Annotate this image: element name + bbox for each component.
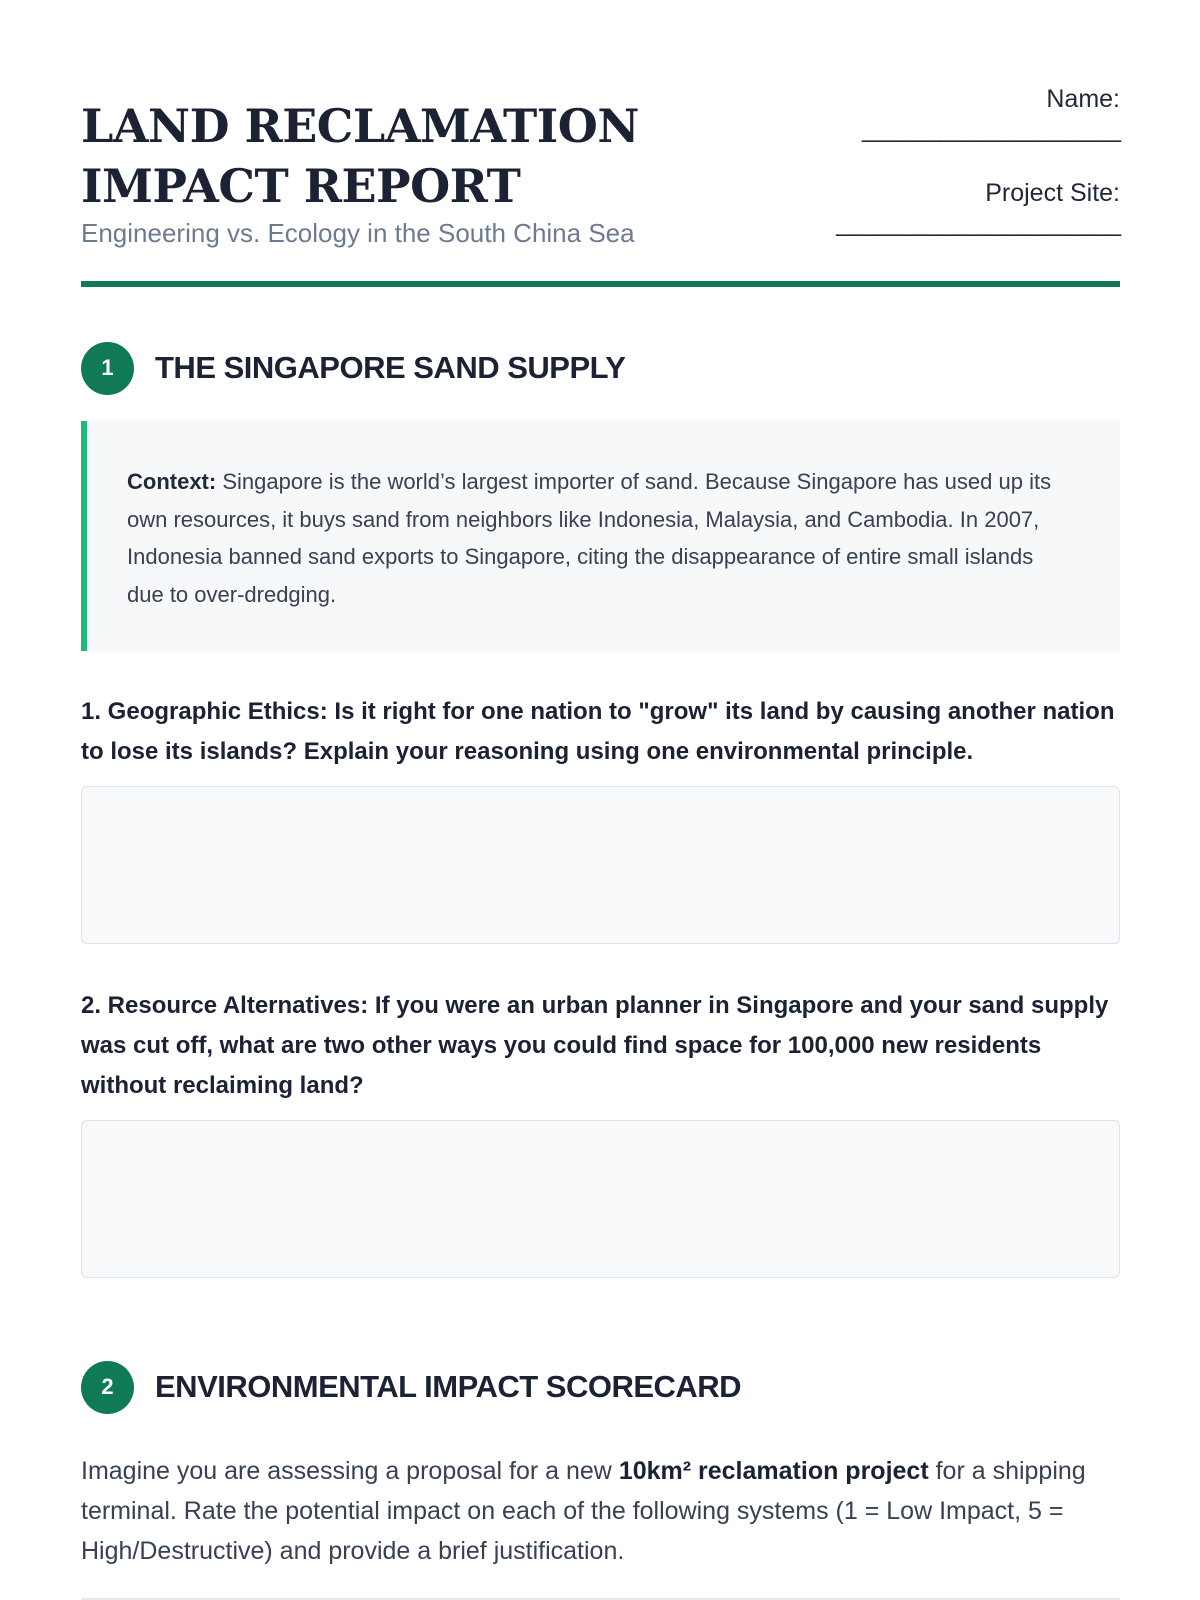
name-label: Name: xyxy=(1046,85,1120,113)
section-2-number-badge: 2 xyxy=(81,1361,134,1414)
section-2-heading xyxy=(81,1360,741,1414)
section-1-heading xyxy=(81,341,625,395)
name-blank[interactable]: ____________________ xyxy=(861,115,1120,143)
report-header xyxy=(81,0,1120,288)
intro-text-end: for a shipping terminal. Rate the potential impact on each of the following systems (1 = Low Impact, 5 = High/Destructive) and provide a brief justification. xyxy=(81,1457,1086,1565)
section-2-title: ENVIRONMENTAL IMPACT SCORECARD xyxy=(155,1369,742,1404)
answer-box-1[interactable] xyxy=(81,786,1120,944)
context-label: Context: xyxy=(127,469,217,494)
intro-text-bold: 10km² reclamation project xyxy=(618,1457,929,1485)
project-site-blank[interactable]: ______________________ xyxy=(836,209,1120,237)
context-callout xyxy=(81,421,1120,651)
intro-text-start: Imagine you are assessing a proposal for a new xyxy=(81,1457,619,1485)
worksheet-page xyxy=(81,0,1120,1565)
title-line-2: IMPACT REPORT xyxy=(81,159,521,213)
section-1-title: THE SINGAPORE SAND SUPPLY xyxy=(155,350,626,385)
question-2: 2. Resource Alternatives: If you were an urban planner in Singapore and your sand supply was cut off, what are two other ways you could find space for 100,000 new residents without reclaiming land? xyxy=(81,992,1109,1099)
answer-box-2[interactable] xyxy=(81,1120,1120,1278)
context-text: Singapore is the world’s largest importer of sand. Because Singapore has used up its own resources, it buys sand from neighbors like Indonesia, Malaysia, and Cambodia. In 2007, Indonesia banned sand exports to Singapore, citing the disappearance of entire small islands due to over-dredging. xyxy=(127,469,1052,607)
report-title xyxy=(81,96,641,216)
student-info xyxy=(836,84,1120,238)
question-1: 1. Geographic Ethics: Is it right for one nation to "grow" its land by causing another nation to lose its islands? Explain your reasoning using one environmental principle. xyxy=(81,698,1115,765)
title-line-1: LAND RECLAMATION xyxy=(81,99,639,153)
header-divider xyxy=(81,281,1120,287)
section-1-number-badge: 1 xyxy=(81,342,134,395)
scorecard-intro xyxy=(81,1451,1120,1571)
project-site-label: Project Site: xyxy=(985,179,1120,207)
report-subtitle: Engineering vs. Ecology in the South China Sea xyxy=(81,218,635,248)
